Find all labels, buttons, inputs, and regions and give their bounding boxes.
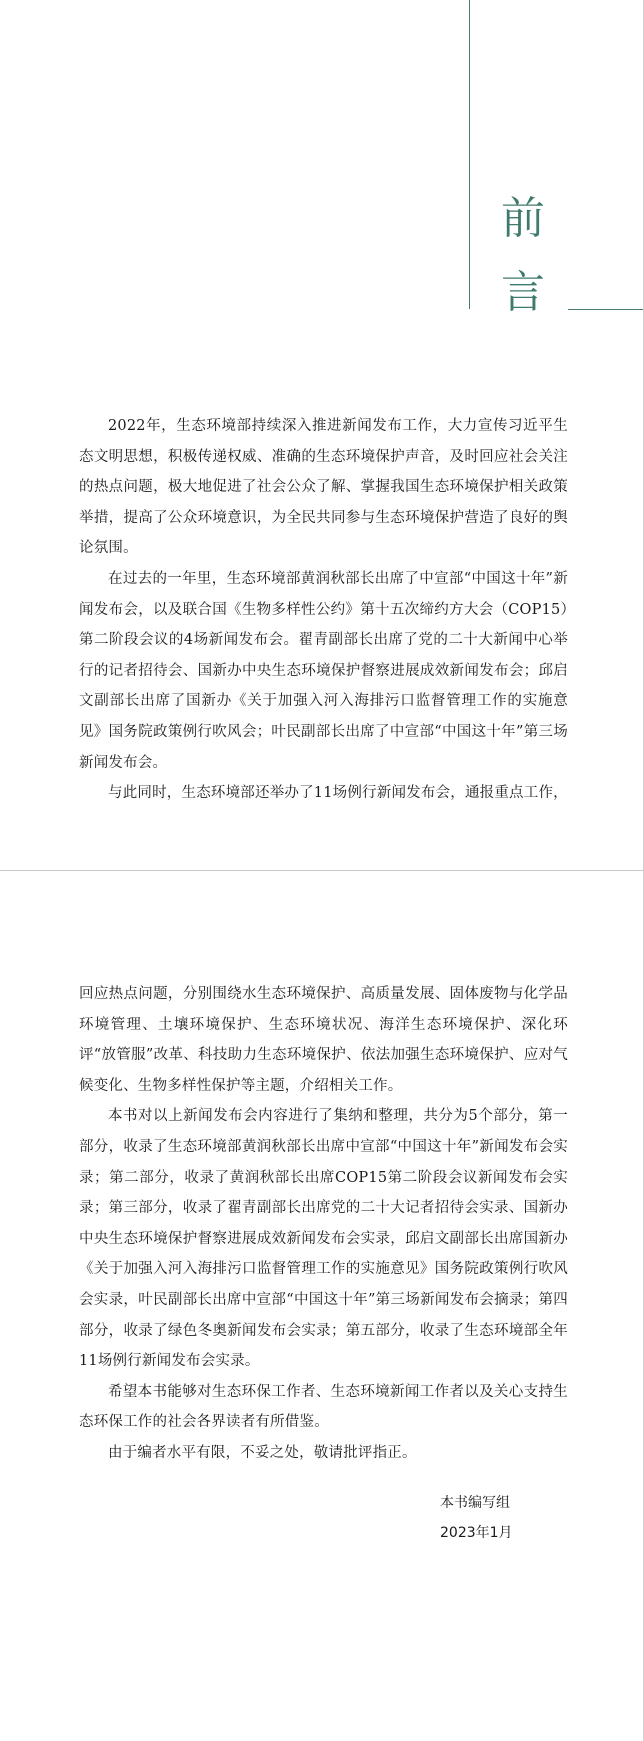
page-2 [0,871,644,1741]
paragraph: 本书对以上新闻发布会内容进行了集纳和整理，共分为5个部分，第一部分，收录了生态环境部黄润秋部长出席中宣部“中国这十年”新闻发布会实录；第二部分，收录了黄润秋部长出席COP15第二阶段会议新闻发布会实录；第三部分，收录了翟青副部长出席党的二十大记者招待会实录、国新办中央生态环境保护督察进展成效新闻发布会实录，邱启文副部长出席国新办《关于加强入河入海排污口监督管理工作的实施意见》国务院政策例行吹风会实录，叶民副部长出席中宣部“中国这十年”第三场新闻发布会摘录；第四部分，收录了绿色冬奥新闻发布会实录；第五部分，收录了生态环境部全年11场例行新闻发布会实录。 [79,1108,568,1370]
paragraph: 2022年，生态环境部持续深入推进新闻发布工作，大力宣传习近平生态文明思想，积极传递权威、准确的生态环境保护声音，及时回应社会关注的热点问题，极大地促进了社会公众了解、掌握我国生态环境保护相关政策举措，提高了公众环境意识，为全民共同参与生态环境保护营造了良好的舆论氛围。 [79,418,568,557]
paragraph: 希望本书能够对生态环保工作者、生态环境新闻工作者以及关心支持生态环保工作的社会各界读者有所借鉴。 [79,1383,568,1431]
title-char-1: 前 [501,193,545,244]
paragraph-continued: 回应热点问题，分别围绕水生态环境保护、高质量发展、固体废物与化学品环境管理、土壤环境保护、生态环境状况、海洋生态环境保护、深化环评“放管服”改革、科技助力生态环境保护、依法加强生态环境保护、应对气候变化、生物多样性保护等主题，介绍相关工作。 [79,986,568,1094]
horizontal-rule [568,309,644,310]
title-char-2: 言 [501,267,545,318]
paragraph: 由于编者水平有限，不妥之处，敬请批评指正。 [108,1444,417,1461]
page-2-body [79,979,568,1469]
vertical-rule [469,0,470,309]
paragraph: 在过去的一年里，生态环境部黄润秋部长出席了中宣部“中国这十年”新闻发布会，以及联合国《生物多样性公约》第十五次缔约方大会（COP15）第二阶段会议的4场新闻发布会。翟青副部长出席了党的二十大新闻中心举行的记者招待会、国新办中央生态环境保护督察进展成效新闻发布会；邱启文副部长出席了国新办《关于加强入河入海排污口监督管理工作的实施意见》国务院政策例行吹风会；叶民副部长出席了中宣部“中国这十年”第三场新闻发布会。 [79,570,568,771]
paragraph: 与此同时，生态环境部还举办了11场例行新闻发布会，通报重点工作， [108,785,568,802]
page-1-body [79,411,568,809]
signature-date: 2023年1月 [440,1525,513,1541]
signature-org: 本书编写组 [440,1495,510,1511]
